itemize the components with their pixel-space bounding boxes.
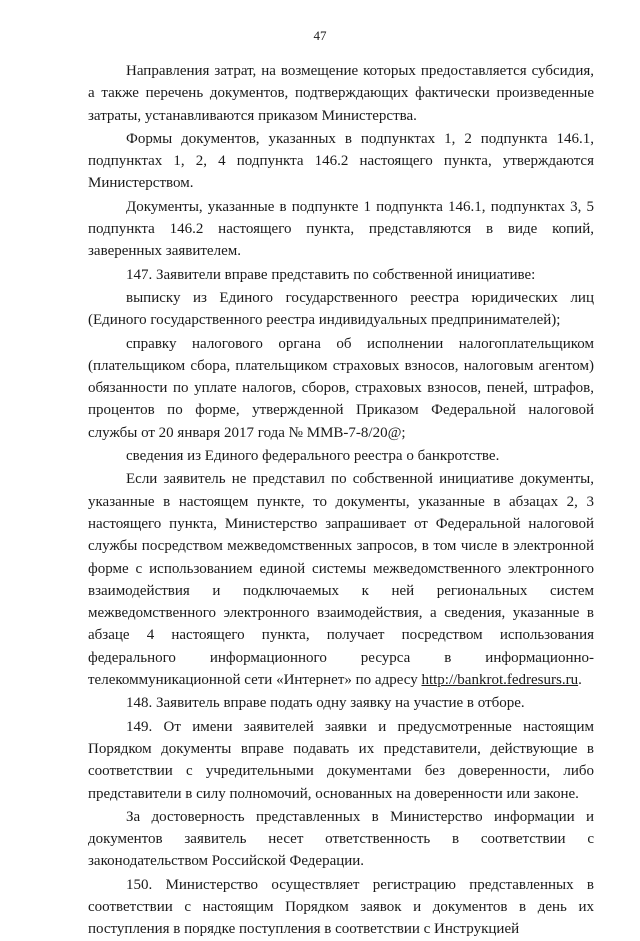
page-number: 47: [313, 28, 327, 43]
paragraph-text: Если заявитель не представил по собственной инициативе документы, указанные в настоящем пункте, то документы, указанные в абзацах 2, 3 настоящего пункта, Министерство запрашивает от Федеральной налоговой службы посредством межведомственных запросов, в том числе в электронной форме с использованием единой системы межведомственного электронного взаимодействия и подключаемых к ней региональных систем межведомственного электронного взаимодействия, а сведения, указанные в абзаце 4 настоящего пункта, получает посредством использования федерального информационного ресурса в информационно-телекоммуникационной сети «Интернет» по адресу: [88, 471, 594, 689]
paragraph: За достоверность представленных в Министерство информации и документов заявитель несет ответственность в соответствии с законодательством Российской Федерации.: [88, 808, 594, 870]
paragraph-text: .: [578, 672, 582, 689]
paragraph-150: 150. Министерство осуществляет регистрацию представленных в соответствии с настоящим Порядком заявок и документов в день их поступления в порядке поступления в соответствии с Инструкцией: [88, 876, 594, 938]
paragraph: Документы, указанные в подпункте 1 подпункта 146.1, подпунктах 3, 5 подпункта 146.2 настоящего пункта, представляются в виде копий, заверенных заявителем.: [88, 198, 594, 260]
paragraph: Направления затрат, на возмещение которых предоставляется субсидия, а также перечень документов, подтверждающих фактически произведенные затраты, устанавливаются приказом Министерства.: [88, 63, 594, 124]
paragraph: справку налогового органа об исполнении налогоплательщиком (плательщиком сбора, плательщиком страховых взносов, налоговым агентом) обязанности по уплате налогов, сборов, страховых взносов, пеней, штрафов, процентов по форме, утвержденной Приказом Федеральной налоговой службы от 20 января 2017 года № ММВ-7-8/20@;: [88, 335, 594, 441]
bankrot-link[interactable]: http://bankrot.fedresurs.ru: [421, 672, 579, 689]
paragraph-149: 149. От имени заявителей заявки и предусмотренные настоящим Порядком документы вправе подавать их представители, действующие в соответствии с учредительными документами без доверенности, либо представители в силу полномочий, основанных на доверенности или законе.: [88, 718, 594, 802]
paragraph: Формы документов, указанных в подпунктах 1, 2 подпункта 146.1, подпунктах 1, 2, 4 подпункта 146.2 настоящего пункта, утверждаются Министерством.: [88, 130, 594, 192]
paragraph: выписку из Единого государственного реестра юридических лиц (Единого государственного реестра индивидуальных предпринимателей);: [88, 289, 594, 329]
paragraph: сведения из Единого федерального реестра о банкротстве.: [126, 448, 500, 465]
paragraph-with-link: [88, 468, 594, 691]
document-body: [88, 60, 594, 941]
paragraph-148: 148. Заявитель вправе подать одну заявку на участие в отборе.: [126, 695, 525, 712]
paragraph-147-heading: 147. Заявители вправе представить по собственной инициативе:: [126, 266, 536, 283]
